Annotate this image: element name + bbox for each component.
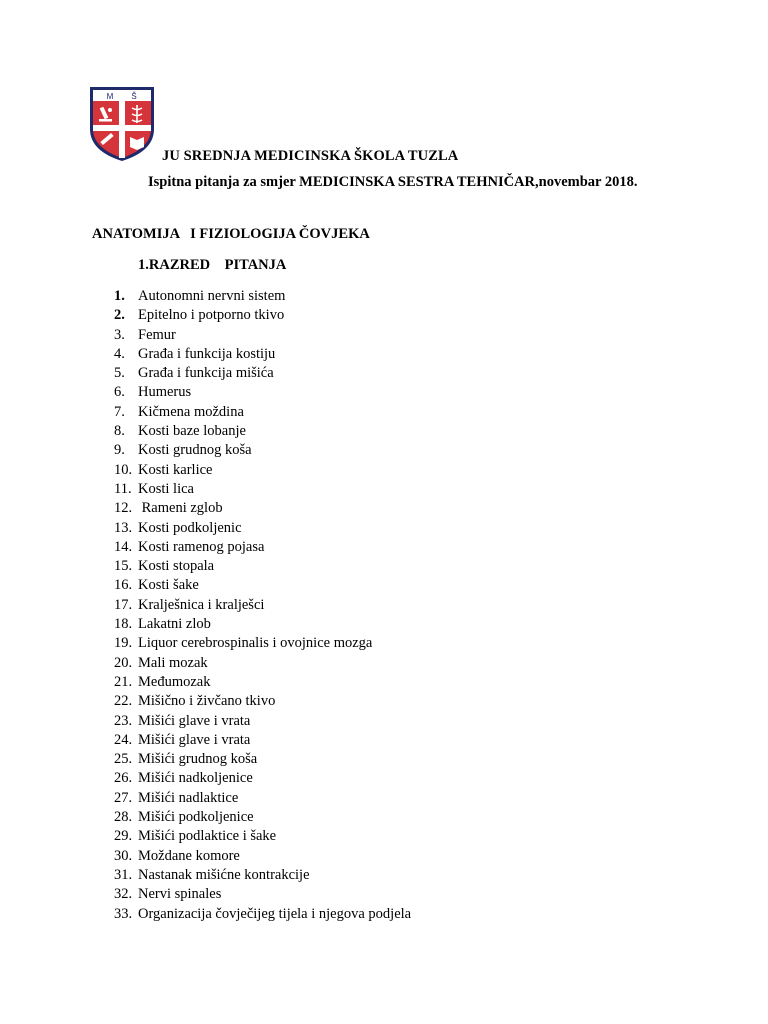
question-number: 27.: [114, 789, 133, 806]
list-item: [114, 866, 411, 885]
list-item: [114, 654, 411, 673]
question-text: Epitelno i potporno tkivo: [138, 307, 285, 324]
question-text: Kosti podkoljenic: [138, 519, 242, 536]
list-item: [114, 519, 411, 538]
question-number: 33.: [114, 905, 133, 922]
question-number: 12.: [114, 500, 133, 517]
question-number: 8.: [114, 423, 125, 440]
question-text: Rameni zglob: [138, 500, 223, 517]
list-item: [114, 634, 411, 653]
question-number: 2.: [114, 307, 125, 324]
list-item: [114, 769, 411, 788]
question-text: Mišići nadkoljenice: [138, 770, 253, 787]
school-name: JU SREDNJA MEDICINSKA ŠKOLA TUZLA: [162, 148, 459, 164]
question-text: Mišići grudnog koša: [138, 751, 258, 768]
list-item: [114, 422, 411, 441]
question-text: Građa i funkcija kostiju: [138, 345, 276, 362]
question-text: Nervi spinales: [138, 886, 222, 903]
question-number: 7.: [114, 403, 125, 420]
question-text: Građa i funkcija mišića: [138, 365, 274, 382]
list-item: [114, 306, 411, 325]
question-text: Mišići glave i vrata: [138, 731, 251, 748]
question-text: Mišići glave i vrata: [138, 712, 251, 729]
question-text: Kosti ramenog pojasa: [138, 538, 265, 555]
list-item: [114, 789, 411, 808]
question-text: Femur: [138, 326, 176, 343]
question-text: Autonomni nervni sistem: [138, 288, 286, 304]
question-number: 16.: [114, 577, 133, 594]
question-text: Kosti šake: [138, 577, 199, 594]
list-item: [114, 461, 411, 480]
list-item: [114, 345, 411, 364]
grade-heading: 1.RAZRED PITANJA: [138, 257, 287, 273]
question-number: 22.: [114, 693, 133, 710]
question-number: 10.: [114, 461, 133, 478]
question-text: Moždane komore: [138, 847, 240, 864]
question-number: 11.: [114, 480, 132, 497]
question-number: 14.: [114, 538, 133, 555]
question-text: Kosti lica: [138, 480, 194, 497]
shield-cross-horizontal: [93, 125, 151, 131]
exam-title: Ispitna pitanja za smjer MEDICINSKA SESTRA TEHNIČAR,novembar 2018.: [148, 174, 638, 190]
question-text: Nastanak mišićne kontrakcije: [138, 866, 310, 883]
question-number: 4.: [114, 345, 125, 362]
question-number: 23.: [114, 712, 133, 729]
question-number: 15.: [114, 558, 133, 575]
list-item: [114, 905, 411, 924]
question-list: [114, 287, 411, 924]
list-item: [114, 673, 411, 692]
question-number: 28.: [114, 809, 133, 826]
question-text: Mišići podkoljenice: [138, 809, 254, 826]
list-item: [114, 576, 411, 595]
question-text: Mali mozak: [138, 654, 208, 671]
question-number: 31.: [114, 866, 133, 883]
question-number: 29.: [114, 828, 133, 845]
question-number: 1.: [114, 288, 125, 304]
question-text: Liquor cerebrospinalis i ovojnice mozga: [138, 635, 373, 652]
question-text: Kralješnica i kralješci: [138, 596, 265, 613]
question-number: 20.: [114, 654, 133, 671]
list-item: [114, 364, 411, 383]
question-text: Kosti stopala: [138, 558, 215, 575]
question-text: Humerus: [138, 384, 192, 401]
question-number: 5.: [114, 365, 125, 382]
list-item: [114, 750, 411, 769]
list-item: [114, 383, 411, 402]
subject-heading: ANATOMIJA I FIZIOLOGIJA ČOVJEKA: [92, 226, 370, 242]
list-item: [114, 808, 411, 827]
question-number: 30.: [114, 847, 133, 864]
question-text: Mišično i živčano tkivo: [138, 693, 276, 710]
list-item: [114, 827, 411, 846]
school-logo-shield: [88, 85, 156, 163]
question-number: 24.: [114, 731, 133, 748]
list-item: [114, 885, 411, 904]
list-item: [114, 712, 411, 731]
question-text: Kosti karlice: [138, 461, 213, 478]
list-item: [114, 596, 411, 615]
question-number: 3.: [114, 326, 125, 343]
question-text: Mišići nadlaktice: [138, 789, 239, 806]
question-text: Kosti baze lobanje: [138, 423, 246, 440]
question-number: 17.: [114, 596, 133, 613]
shield-top-band: [93, 90, 151, 101]
question-number: 25.: [114, 751, 133, 768]
list-item: [114, 441, 411, 460]
list-item: [114, 480, 411, 499]
list-item: [114, 731, 411, 750]
question-number: 6.: [114, 384, 125, 401]
question-number: 9.: [114, 442, 125, 459]
question-text: Međumozak: [138, 673, 211, 690]
list-item: [114, 499, 411, 518]
question-number: 32.: [114, 886, 133, 903]
question-text: Kosti grudnog koša: [138, 442, 252, 459]
list-item: [114, 557, 411, 576]
question-number: 19.: [114, 635, 133, 652]
logo-letter-m: M: [106, 92, 114, 101]
question-number: 26.: [114, 770, 133, 787]
logo-letter-s: Š: [131, 92, 137, 101]
list-item: [114, 326, 411, 345]
question-text: Organizacija čovječijeg tijela i njegova podjela: [138, 905, 412, 922]
list-item: [114, 403, 411, 422]
question-text: Lakatni zlob: [138, 616, 211, 633]
list-item: [114, 692, 411, 711]
list-item: [114, 287, 411, 306]
list-item: [114, 847, 411, 866]
question-text: Kičmena moždina: [138, 403, 244, 420]
list-item: [114, 538, 411, 557]
list-item: [114, 615, 411, 634]
question-number: 18.: [114, 616, 133, 633]
question-number: 21.: [114, 673, 133, 690]
question-number: 13.: [114, 519, 133, 536]
question-text: Mišići podlaktice i šake: [138, 828, 277, 845]
